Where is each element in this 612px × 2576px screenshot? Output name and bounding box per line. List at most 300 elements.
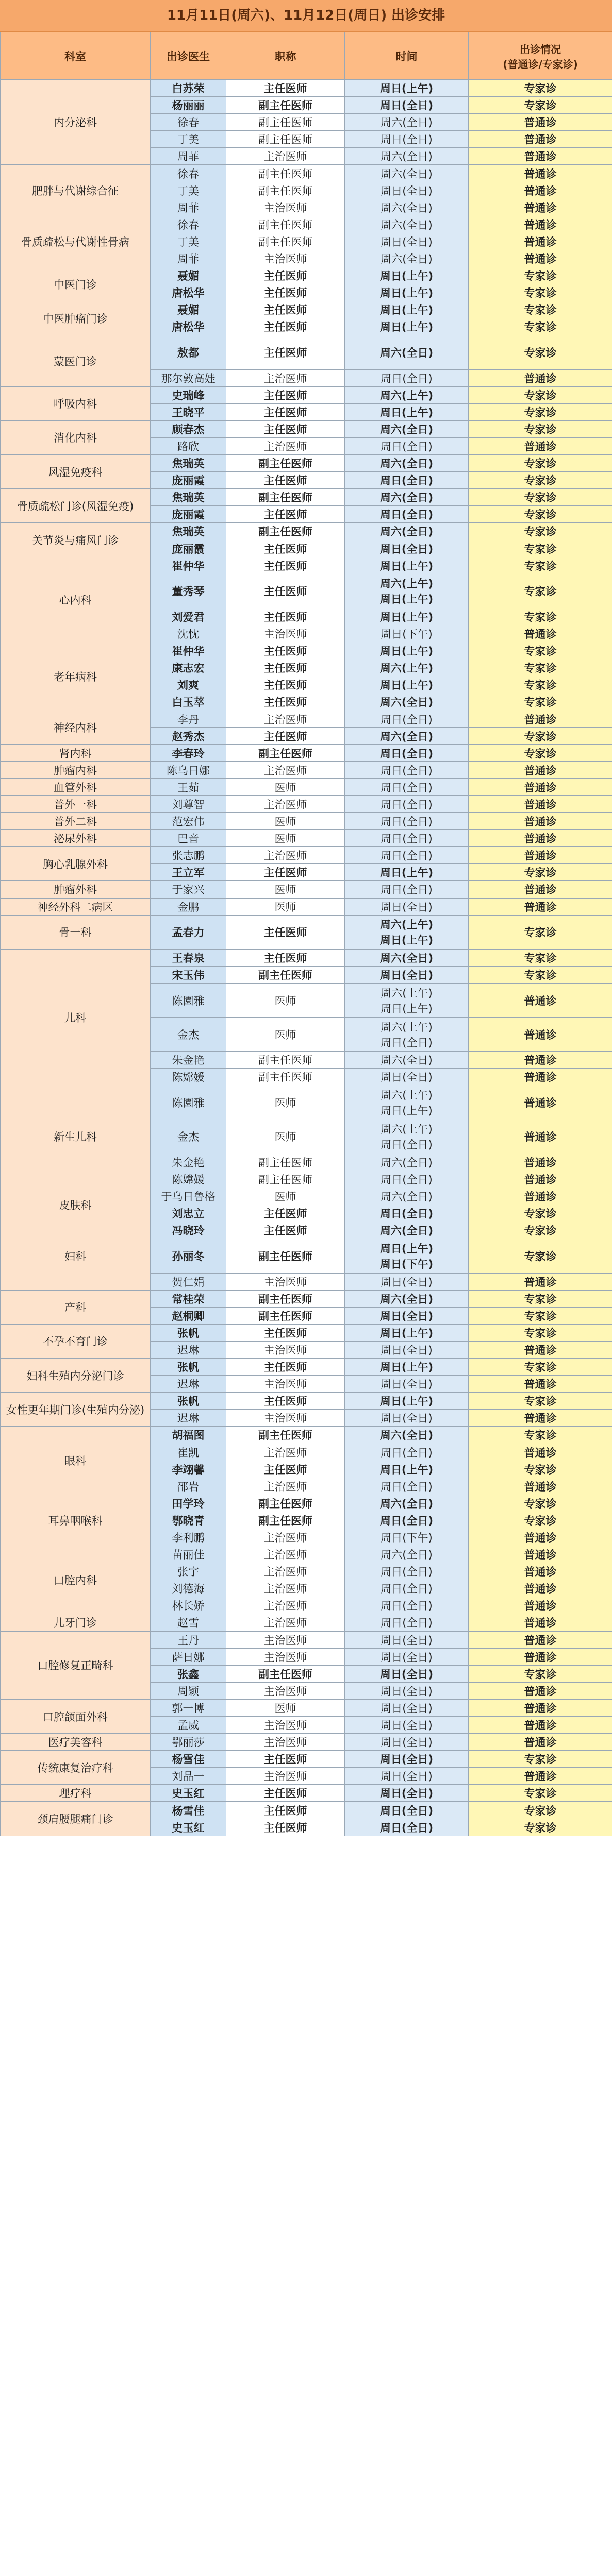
doctor-name: 周菲 [151,148,226,165]
dept-cell: 眼科 [1,1427,151,1495]
doctor-title: 副主任医师 [226,744,345,761]
dept-cell: 内分泌科 [1,80,151,165]
header-time: 时间 [345,32,469,80]
clinic-type: 专家诊 [469,523,612,540]
doctor-name: 焦瑞英 [151,523,226,540]
clinic-time: 周日(全日) [345,437,469,454]
clinic-type: 普通诊 [469,165,612,182]
doctor-title: 主治医师 [226,1444,345,1461]
doctor-title: 主任医师 [226,676,345,693]
clinic-time: 周六(全日) [345,1290,469,1307]
dept-cell: 骨质疏松门诊(风湿免疫) [1,489,151,523]
clinic-time: 周日(全日) [345,813,469,830]
doctor-title: 主治医师 [226,1768,345,1785]
clinic-type: 普通诊 [469,1717,612,1734]
doctor-title: 主任医师 [226,284,345,301]
clinic-type: 普通诊 [469,1052,612,1069]
doctor-name: 张帆 [151,1393,226,1410]
doctor-name: 朱金艳 [151,1052,226,1069]
clinic-type: 专家诊 [469,301,612,318]
doctor-name: 赵雪 [151,1614,226,1631]
table-row [1,1802,612,1819]
doctor-name: 刘德海 [151,1580,226,1597]
doctor-name: 常桂荣 [151,1290,226,1307]
table-row [1,420,612,437]
dept-cell: 心内科 [1,557,151,642]
clinic-type: 专家诊 [469,642,612,659]
doctor-title: 副主任医师 [226,1665,345,1682]
clinic-type: 普通诊 [469,1631,612,1648]
clinic-time: 周日(上午) [345,301,469,318]
doctor-name: 金杰 [151,1018,226,1052]
clinic-type: 专家诊 [469,1359,612,1376]
doctor-name: 李利鹏 [151,1529,226,1546]
doctor-title: 主治医师 [226,1597,345,1614]
doctor-name: 丁美 [151,182,226,199]
doctor-name: 赵桐卿 [151,1307,226,1324]
clinic-type: 普通诊 [469,761,612,778]
clinic-type: 普通诊 [469,1648,612,1665]
doctor-name: 周菲 [151,199,226,216]
dept-cell: 不孕不育门诊 [1,1324,151,1358]
clinic-time: 周六(上午) 周日(全日) [345,1018,469,1052]
doctor-title: 主任医师 [226,949,345,966]
doctor-title: 主任医师 [226,1751,345,1768]
doctor-name: 聂媚 [151,267,226,284]
clinic-type: 专家诊 [469,97,612,114]
table-row [1,949,612,966]
doctor-title: 主任医师 [226,267,345,284]
table-row [1,1086,612,1120]
clinic-type: 普通诊 [469,1597,612,1614]
doctor-name: 董秀琴 [151,574,226,608]
doctor-title: 主任医师 [226,80,345,97]
clinic-type: 专家诊 [469,966,612,983]
doctor-name: 张鑫 [151,1665,226,1682]
page-title: 11月11日(周六)、11月12日(周日) 出诊安排 [0,0,612,32]
clinic-time: 周六(全日) [345,693,469,710]
clinic-time: 周日(全日) [345,966,469,983]
doctor-title: 主治医师 [226,1648,345,1665]
clinic-time: 周日(全日) [345,1631,469,1648]
doctor-title: 副主任医师 [226,1171,345,1188]
doctor-name: 迟琳 [151,1376,226,1393]
clinic-type: 普通诊 [469,813,612,830]
doctor-title: 副主任医师 [226,1052,345,1069]
clinic-type: 专家诊 [469,574,612,608]
clinic-time: 周日(全日) [345,182,469,199]
table-row [1,761,612,778]
dept-cell: 耳鼻咽喉科 [1,1495,151,1546]
doctor-name: 迟琳 [151,1341,226,1358]
header-dept: 科室 [1,32,151,80]
clinic-time: 周日(全日) [345,1648,469,1665]
clinic-type: 专家诊 [469,1324,612,1341]
table-row [1,1631,612,1648]
doctor-name: 敖都 [151,335,226,369]
doctor-title: 医师 [226,1086,345,1120]
doctor-name: 迟琳 [151,1410,226,1427]
dept-cell: 新生儿科 [1,1086,151,1188]
table-row [1,813,612,830]
table-row [1,301,612,318]
table-row [1,557,612,574]
clinic-type: 普通诊 [469,847,612,864]
dept-cell: 中医门诊 [1,267,151,301]
clinic-time: 周日(全日) [345,1665,469,1682]
doctor-name: 丁美 [151,131,226,148]
clinic-type: 专家诊 [469,1290,612,1307]
doctor-name: 萨日娜 [151,1648,226,1665]
clinic-time: 周六(全日) [345,523,469,540]
dept-cell: 皮肤科 [1,1188,151,1222]
dept-cell: 普外二科 [1,813,151,830]
doctor-name: 邵岩 [151,1478,226,1495]
clinic-type: 普通诊 [469,1018,612,1052]
clinic-type: 普通诊 [469,1376,612,1393]
doctor-name: 赵秀杰 [151,727,226,744]
clinic-type: 普通诊 [469,437,612,454]
table-row [1,744,612,761]
clinic-time: 周六(全日) [345,1222,469,1239]
doctor-title: 主治医师 [226,1529,345,1546]
doctor-name: 那尔敦高娃 [151,369,226,386]
table-row [1,1290,612,1307]
doctor-name: 杨雪佳 [151,1802,226,1819]
clinic-type: 专家诊 [469,1512,612,1529]
doctor-name: 郭一博 [151,1699,226,1716]
clinic-time: 周六(全日) [345,1154,469,1171]
clinic-time: 周日(全日) [345,1307,469,1324]
clinic-type: 普通诊 [469,1171,612,1188]
clinic-type: 专家诊 [469,693,612,710]
doctor-name: 贺仁娟 [151,1273,226,1290]
clinic-time: 周日(全日) [345,1478,469,1495]
dept-cell: 消化内科 [1,420,151,454]
dept-cell: 中医肿瘤门诊 [1,301,151,335]
table-row [1,1495,612,1512]
doctor-title: 副主任医师 [226,1290,345,1307]
doctor-title: 主任医师 [226,1461,345,1478]
clinic-type: 专家诊 [469,318,612,335]
clinic-time: 周日(全日) [345,1205,469,1222]
clinic-type: 专家诊 [469,727,612,744]
clinic-type: 专家诊 [469,608,612,625]
doctor-title: 医师 [226,898,345,915]
clinic-time: 周六(上午) [345,659,469,676]
doctor-name: 沈忱 [151,625,226,642]
doctor-title: 主治医师 [226,1614,345,1631]
table-row [1,847,612,864]
clinic-time: 周日(全日) [345,1785,469,1802]
clinic-time: 周日(全日) [345,1512,469,1529]
clinic-type: 普通诊 [469,710,612,727]
doctor-title: 医师 [226,1188,345,1205]
clinic-type: 专家诊 [469,403,612,420]
doctor-name: 王春泉 [151,949,226,966]
clinic-time: 周六(全日) [345,949,469,966]
clinic-time: 周日(上午) [345,1461,469,1478]
dept-cell: 女性更年期门诊(生殖内分泌) [1,1393,151,1427]
doctor-name: 范宏伟 [151,813,226,830]
dept-cell: 肥胖与代谢综合征 [1,165,151,216]
doctor-title: 主任医师 [226,608,345,625]
doctor-title: 主任医师 [226,642,345,659]
clinic-time: 周日(全日) [345,1410,469,1427]
clinic-type: 普通诊 [469,898,612,915]
clinic-time: 周六(全日) [345,1546,469,1563]
clinic-type: 普通诊 [469,778,612,795]
clinic-time: 周日(全日) [345,1717,469,1734]
clinic-type: 普通诊 [469,233,612,250]
doctor-name: 顾春杰 [151,420,226,437]
clinic-time: 周六(全日) [345,1495,469,1512]
doctor-name: 崔仲华 [151,642,226,659]
doctor-title: 主治医师 [226,1717,345,1734]
clinic-type: 普通诊 [469,830,612,847]
clinic-time: 周日(全日) [345,898,469,915]
doctor-name: 张帆 [151,1359,226,1376]
doctor-title: 主治医师 [226,1341,345,1358]
doctor-name: 张志鹏 [151,847,226,864]
doctor-name: 唐松华 [151,318,226,335]
doctor-title: 医师 [226,830,345,847]
clinic-type: 普通诊 [469,795,612,812]
doctor-name: 朱金艳 [151,1154,226,1171]
doctor-title: 主治医师 [226,1682,345,1699]
doctor-name: 唐松华 [151,284,226,301]
dept-cell: 血管外科 [1,778,151,795]
clinic-time: 周日(全日) [345,1802,469,1819]
doctor-title: 主任医师 [226,693,345,710]
doctor-title: 主任医师 [226,301,345,318]
clinic-time: 周六(全日) [345,250,469,267]
clinic-time: 周六(全日) [345,727,469,744]
doctor-title: 主任医师 [226,420,345,437]
clinic-time: 周六(上午) 周日(上午) [345,1086,469,1120]
clinic-time: 周日(上午) [345,557,469,574]
doctor-title: 主任医师 [226,1359,345,1376]
clinic-type: 普通诊 [469,1273,612,1290]
table-row [1,165,612,182]
table-row [1,642,612,659]
schedule-table [0,32,612,1836]
doctor-name: 冯晓玲 [151,1222,226,1239]
clinic-type: 专家诊 [469,1222,612,1239]
table-row [1,1427,612,1444]
clinic-time: 周日(全日) [345,710,469,727]
dept-cell: 呼吸内科 [1,386,151,420]
doctor-title: 主治医师 [226,1376,345,1393]
dept-cell: 妇科 [1,1222,151,1290]
doctor-title: 副主任医师 [226,489,345,506]
doctor-name: 刘尊智 [151,795,226,812]
dept-cell: 儿牙门诊 [1,1614,151,1631]
doctor-name: 杨丽丽 [151,97,226,114]
doctor-title: 主治医师 [226,625,345,642]
clinic-time: 周日(全日) [345,1563,469,1580]
table-row [1,778,612,795]
clinic-time: 周日(全日) [345,472,469,489]
doctor-title: 副主任医师 [226,216,345,233]
clinic-type: 普通诊 [469,1546,612,1563]
doctor-name: 于家兴 [151,881,226,898]
clinic-type: 普通诊 [469,1580,612,1597]
clinic-type: 专家诊 [469,949,612,966]
clinic-time: 周日(全日) [345,881,469,898]
clinic-type: 普通诊 [469,1154,612,1171]
clinic-time: 周六(上午) 周日(全日) [345,1120,469,1154]
doctor-title: 主治医师 [226,710,345,727]
doctor-name: 刘晶一 [151,1768,226,1785]
clinic-type: 普通诊 [469,1120,612,1154]
clinic-time: 周日(上午) [345,318,469,335]
doctor-name: 崔仲华 [151,557,226,574]
doctor-title: 主任医师 [226,864,345,881]
doctor-name: 鄂晓青 [151,1512,226,1529]
clinic-time: 周六(上午) 周日(上午) [345,983,469,1017]
doctor-title: 医师 [226,1018,345,1052]
clinic-time: 周六(上午) 周日(上午) [345,574,469,608]
doctor-title: 医师 [226,813,345,830]
doctor-name: 徐春 [151,114,226,131]
doctor-name: 陈嫦媛 [151,1171,226,1188]
clinic-time: 周六(全日) [345,455,469,472]
table-row [1,80,612,97]
doctor-title: 主治医师 [226,1410,345,1427]
doctor-name: 白玉萃 [151,693,226,710]
clinic-type: 普通诊 [469,1682,612,1699]
clinic-type: 专家诊 [469,80,612,97]
clinic-time: 周日(全日) [345,830,469,847]
table-row [1,1222,612,1239]
doctor-title: 副主任医师 [226,131,345,148]
doctor-name: 金杰 [151,1120,226,1154]
clinic-type: 普通诊 [469,148,612,165]
dept-cell: 骨质疏松与代谢性骨病 [1,216,151,267]
header-doctor: 出诊医生 [151,32,226,80]
clinic-time: 周日(下午) [345,625,469,642]
clinic-type: 专家诊 [469,489,612,506]
doctor-name: 徐春 [151,216,226,233]
clinic-type: 专家诊 [469,1751,612,1768]
dept-cell: 关节炎与痛风门诊 [1,523,151,557]
doctor-title: 副主任医师 [226,1427,345,1444]
clinic-type: 普通诊 [469,369,612,386]
clinic-type: 普通诊 [469,1341,612,1358]
doctor-name: 刘忠立 [151,1205,226,1222]
doctor-name: 庞丽霞 [151,506,226,523]
dept-cell: 理疗科 [1,1785,151,1802]
clinic-time: 周日(全日) [345,97,469,114]
dept-cell: 医疗美容科 [1,1734,151,1751]
clinic-time: 周日(上午) [345,864,469,881]
doctor-name: 胡福图 [151,1427,226,1444]
doctor-title: 主治医师 [226,148,345,165]
table-row [1,1751,612,1768]
doctor-title: 主任医师 [226,1205,345,1222]
clinic-type: 普通诊 [469,1768,612,1785]
doctor-name: 徐春 [151,165,226,182]
doctor-title: 主治医师 [226,369,345,386]
table-row [1,335,612,369]
clinic-time: 周日(全日) [345,1171,469,1188]
clinic-time: 周日(全日) [345,131,469,148]
doctor-name: 张帆 [151,1324,226,1341]
clinic-type: 专家诊 [469,472,612,489]
clinic-time: 周日(全日) [345,369,469,386]
clinic-time: 周日(全日) [345,744,469,761]
clinic-type: 普通诊 [469,182,612,199]
clinic-type: 普通诊 [469,1410,612,1427]
doctor-title: 主任医师 [226,1324,345,1341]
clinic-time: 周日(全日) [345,1444,469,1461]
doctor-title: 主任医师 [226,557,345,574]
doctor-title: 医师 [226,1120,345,1154]
clinic-type: 专家诊 [469,1461,612,1478]
clinic-type: 专家诊 [469,284,612,301]
doctor-title: 主治医师 [226,1546,345,1563]
doctor-title: 医师 [226,778,345,795]
clinic-time: 周日(下午) [345,1529,469,1546]
clinic-time: 周日(全日) [345,795,469,812]
clinic-type: 专家诊 [469,864,612,881]
doctor-title: 主治医师 [226,1563,345,1580]
doctor-name: 陈嫦媛 [151,1069,226,1086]
doctor-title: 副主任医师 [226,966,345,983]
table-row [1,795,612,812]
clinic-type: 专家诊 [469,267,612,284]
clinic-type: 专家诊 [469,335,612,369]
clinic-time: 周日(全日) [345,540,469,557]
doctor-name: 杨雪佳 [151,1751,226,1768]
table-row [1,1614,612,1631]
clinic-time: 周日(全日) [345,1682,469,1699]
clinic-time: 周日(全日) [345,1597,469,1614]
clinic-time: 周日(上午) [345,676,469,693]
clinic-time: 周日(全日) [345,1376,469,1393]
dept-cell: 儿科 [1,949,151,1086]
clinic-time: 周日(上午) [345,267,469,284]
clinic-time: 周日(全日) [345,761,469,778]
clinic-time: 周日(上午) [345,80,469,97]
table-row [1,267,612,284]
doctor-name: 王晓平 [151,403,226,420]
clinic-time: 周日(全日) [345,1751,469,1768]
clinic-type: 专家诊 [469,420,612,437]
header-type: 出诊情况 (普通诊/专家诊) [469,32,612,80]
clinic-type: 普通诊 [469,1699,612,1716]
clinic-time: 周日(全日) [345,1699,469,1716]
clinic-time: 周日(上午) [345,608,469,625]
doctor-title: 主任医师 [226,915,345,949]
dept-cell: 风湿免疫科 [1,455,151,489]
clinic-time: 周日(全日) [345,847,469,864]
doctor-title: 主任医师 [226,1393,345,1410]
dept-cell: 颈肩腰腿痛门诊 [1,1802,151,1836]
clinic-type: 普通诊 [469,250,612,267]
doctor-title: 主治医师 [226,795,345,812]
doctor-name: 张宇 [151,1563,226,1580]
clinic-time: 周日(上午) [345,1393,469,1410]
doctor-title: 主治医师 [226,761,345,778]
clinic-type: 普通诊 [469,216,612,233]
clinic-time: 周六(全日) [345,148,469,165]
clinic-type: 专家诊 [469,659,612,676]
clinic-time: 周六(全日) [345,199,469,216]
clinic-time: 周六(全日) [345,335,469,369]
doctor-name: 孟威 [151,1717,226,1734]
